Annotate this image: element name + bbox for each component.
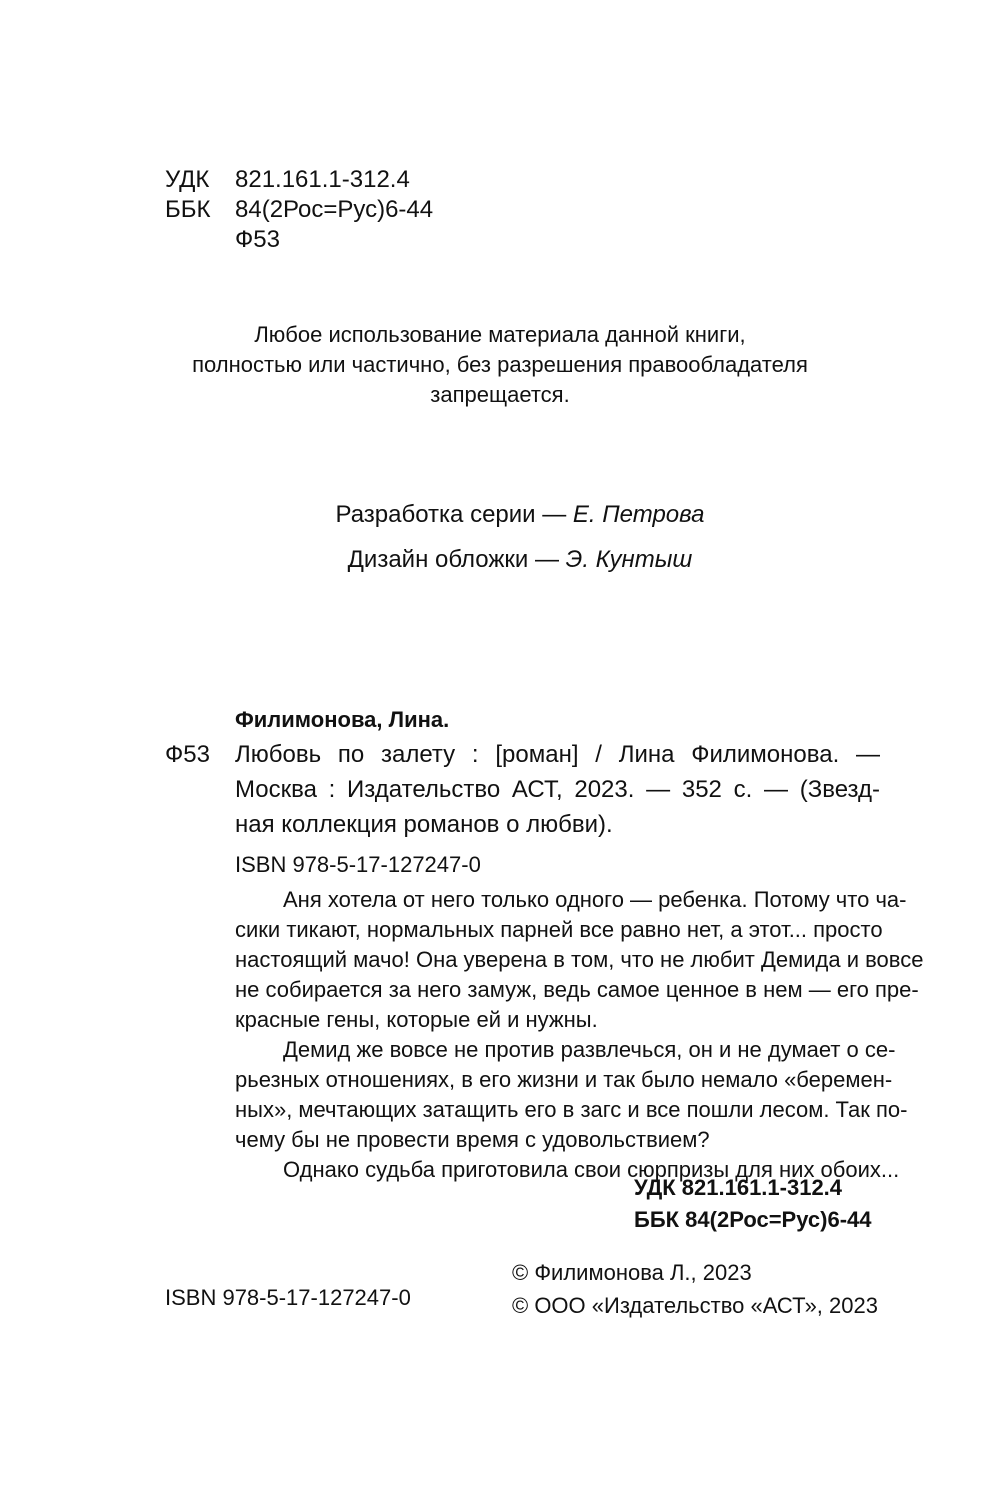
description-line: Любовь по залету : [роман] / Лина Филимонова. — <box>235 741 880 768</box>
bottom-isbn: ISBN 978-5-17-127247-0 <box>165 1285 411 1310</box>
notice-line: полностью или частично, без разрешения правообладателя <box>192 352 808 377</box>
record-isbn: ISBN 978-5-17-127247-0 <box>235 852 481 877</box>
bbk-row <box>165 195 433 225</box>
credit-role: Разработка серии — <box>335 501 573 528</box>
annotation-paragraph <box>235 885 924 1035</box>
credit-person: Е. Петрова <box>572 501 705 528</box>
annotation-line: Однако судьба приготовила свои сюрпризы для них обоих... <box>283 1157 900 1182</box>
series-credit <box>200 500 840 530</box>
copyright-notice <box>150 320 850 410</box>
annotation-line: не собирается за него замуж, ведь самое ценное в нем — его пре- <box>235 977 919 1002</box>
author-heading: Филимонова, Лина. <box>235 707 450 732</box>
annotation-line: Демид же вовсе не против развлечься, он и не думает о се- <box>283 1037 896 1062</box>
bottom-udk: УДК 821.161.1-312.4 <box>634 1175 843 1200</box>
annotation-line: настоящий мачо! Она уверена в том, что не любит Демида и вовсе <box>235 947 924 972</box>
bottom-bbk: ББК 84(2Рос=Рус)6-44 <box>634 1207 872 1232</box>
record-author-sign: Ф53 <box>165 741 210 768</box>
udk-label: УДК <box>165 166 210 193</box>
annotation-line: сики тикают, нормальных парней все равно нет, а этот... просто <box>235 917 883 942</box>
udk-row <box>165 165 410 195</box>
annotation-line: чему бы не провести время с удовольствием? <box>235 1127 710 1152</box>
copyright-line: © ООО «Издательство «АСТ», 2023 <box>512 1293 878 1318</box>
description-line: ная коллекция романов о любви). <box>235 811 613 838</box>
annotation-line: красные гены, которые ей и нужны. <box>235 1007 598 1032</box>
copyright-line: © Филимонова Л., 2023 <box>512 1260 752 1285</box>
notice-line: запрещается. <box>430 382 570 407</box>
notice-line: Любое использование материала данной книги, <box>254 322 746 347</box>
description-line: Москва : Издательство АСТ, 2023. — 352 с. — (Звезд- <box>235 776 880 803</box>
bottom-classification <box>634 1173 872 1237</box>
author-sign-row <box>165 225 280 255</box>
bbk-value: 84(2Рос=Рус)6-44 <box>235 196 434 223</box>
bbk-label: ББК <box>165 196 211 223</box>
credit-person: Э. Кунтыш <box>565 546 693 573</box>
annotation-line: Аня хотела от него только одного — ребенка. Потому что ча- <box>283 887 907 912</box>
annotation-paragraph <box>235 1035 908 1155</box>
credit-role: Дизайн обложки — <box>347 546 566 573</box>
cover-credit <box>200 545 840 575</box>
copyright-lines <box>512 1258 878 1324</box>
udk-value: 821.161.1-312.4 <box>235 166 410 193</box>
annotation-line: рьезных отношениях, в его жизни и так было немало «беремен- <box>235 1067 893 1092</box>
annotation-line: ных», мечтающих затащить его в загс и все пошли лесом. Так по- <box>235 1097 908 1122</box>
author-sign: Ф53 <box>235 226 280 253</box>
